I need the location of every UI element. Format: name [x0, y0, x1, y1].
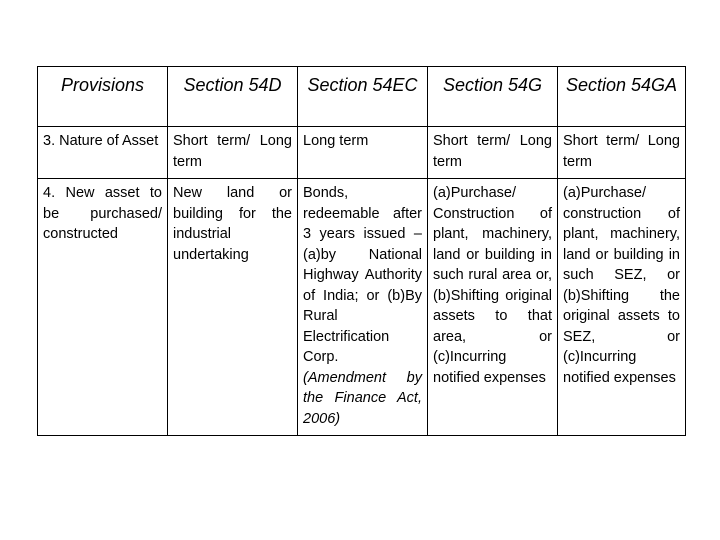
table-row — [38, 127, 686, 179]
cell-54ec-new-asset-text: Bonds, redeemable after 3 years issued – (a)by National Highway Authority of India; or (b)By Rural Electrification Corp. — [303, 185, 422, 365]
amendment-note: (Amendment by the Finance Act, 2006) — [303, 369, 422, 427]
table-header-row — [38, 67, 686, 127]
cell-54g-nature: Short term/ Long term — [428, 127, 558, 179]
cell-54ec-nature: Long term — [298, 127, 428, 179]
cell-54g-new-asset: (a)Purchase/ Construction of plant, machinery, land or building in such rural area or, (b)Shifting original assets to that area, or (c)Incurring notified expenses — [428, 179, 558, 436]
header-provisions: Provisions — [38, 67, 168, 127]
table-row — [38, 179, 686, 436]
cell-54d-new-asset: New land or building for the industrial undertaking — [168, 179, 298, 436]
cell-54ga-new-asset: (a)Purchase/ construction of plant, machinery, land or building in such SEZ, or (b)Shifting the original assets to SEZ, or (c)Incurring notified expenses — [558, 179, 686, 436]
row-nature-of-asset-label: 3. Nature of Asset — [38, 127, 168, 179]
header-section-54d: Section 54D — [168, 67, 298, 127]
cell-54d-nature: Short term/ Long term — [168, 127, 298, 179]
header-section-54g: Section 54G — [428, 67, 558, 127]
cell-54ec-new-asset — [298, 179, 428, 436]
row-new-asset-label: 4. New asset to be purchased/ constructed — [38, 179, 168, 436]
cell-54ga-nature: Short term/ Long term — [558, 127, 686, 179]
provisions-comparison-table — [37, 66, 686, 436]
header-section-54ec: Section 54EC — [298, 67, 428, 127]
header-section-54ga: Section 54GA — [558, 67, 686, 127]
